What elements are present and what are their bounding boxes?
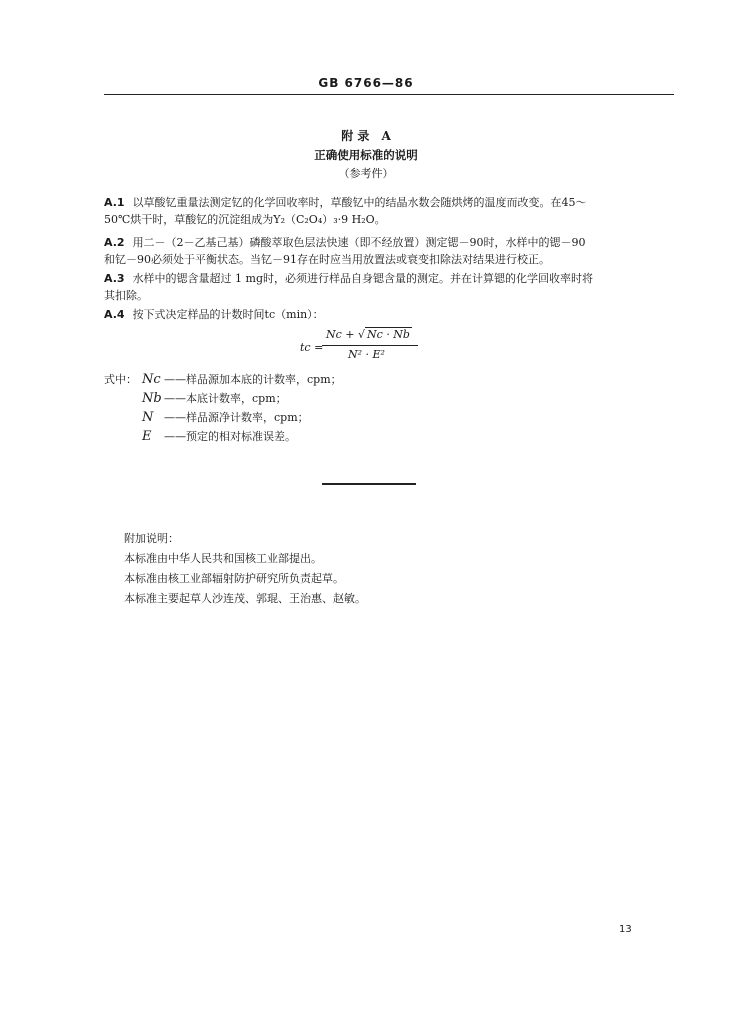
symbol: Nc — [142, 372, 161, 387]
sqrt-term: Nc · Nb — [367, 328, 410, 341]
clause-number: A.4 — [104, 308, 125, 321]
numerator-term: Nc — [326, 328, 342, 341]
clause-a4 — [104, 306, 324, 322]
appendix-letter: A — [381, 129, 391, 143]
clause-text: 50℃烘干时，草酸钇的沉淀组成为Y₂（C₂O₄）₃·9 H₂O。 — [104, 213, 386, 226]
clause-text: 和钇－90必须处于平衡状态。当钇－91存在时应当用放置法或衰变扣除法对结果进行校正。 — [104, 253, 550, 266]
plus-sign: + — [345, 328, 355, 341]
appendix-note: （参考件） — [338, 167, 394, 180]
appendix-title — [0, 127, 732, 144]
clause-number: A.2 — [104, 236, 125, 249]
symbol-definitions — [104, 370, 342, 446]
definition-row — [104, 389, 342, 408]
definition-row — [104, 408, 342, 427]
clause-text: 以草酸钇重量法测定钇的化学回收率时，草酸钇中的结晶水数会随烘烤的温度而改变。在45～ — [132, 196, 587, 209]
notes-title: 附加说明： — [124, 532, 179, 545]
symbol-description: ——样品源净计数率，cpm； — [164, 411, 309, 424]
appendix-label: 附 录 — [341, 129, 370, 143]
clause-text: 水样中的锶含量超过 1 mg时，必须进行样品自身锶含量的测定。并在计算锶的化学回收率时将 — [132, 272, 594, 285]
header-divider — [104, 94, 674, 95]
symbol-description: ——样品源加本底的计数率，cpm； — [164, 373, 342, 386]
additional-notes — [124, 529, 366, 609]
clause-text: 其扣除。 — [104, 289, 148, 302]
standard-code-header: GB 6766—86 — [318, 76, 414, 90]
symbol: E — [142, 429, 152, 444]
formula-denominator: N² · E² — [348, 348, 385, 361]
formula-numerator — [326, 328, 412, 341]
sqrt-sign-icon: √ — [358, 328, 366, 341]
notes-line: 本标准由中华人民共和国核工业部提出。 — [124, 552, 322, 565]
symbol-description: ——预定的相对标准误差。 — [164, 430, 296, 443]
notes-line: 本标准由核工业部辐射防护研究所负责起草。 — [124, 572, 344, 585]
formula-lhs: tc = — [300, 341, 324, 354]
clause-number: A.1 — [104, 196, 125, 209]
symbol-description: ——本底计数率，cpm； — [164, 392, 287, 405]
end-divider — [322, 483, 416, 485]
symbol: Nb — [142, 391, 162, 406]
clause-a2 — [104, 234, 674, 268]
clause-text: 按下式决定样品的计数时间tc（min）： — [132, 308, 324, 321]
clause-number: A.3 — [104, 272, 125, 285]
clause-a1 — [104, 194, 674, 228]
definition-row — [104, 370, 342, 389]
fraction-bar — [322, 345, 418, 346]
where-lead: 式中： — [104, 373, 137, 386]
clause-text: 用二－（2－乙基己基）磷酸萃取色层法快速（即不经放置）测定锶－90时，水样中的锶－90 — [132, 236, 586, 249]
count-time-formula — [300, 328, 430, 368]
page-number: 13 — [619, 924, 632, 935]
notes-line: 本标准主要起草人沙连茂、郭琨、王治惠、赵敏。 — [124, 592, 366, 605]
definition-row — [104, 427, 342, 446]
appendix-subtitle: 正确使用标准的说明 — [314, 148, 418, 162]
symbol: N — [142, 410, 154, 425]
clause-a3 — [104, 270, 674, 304]
